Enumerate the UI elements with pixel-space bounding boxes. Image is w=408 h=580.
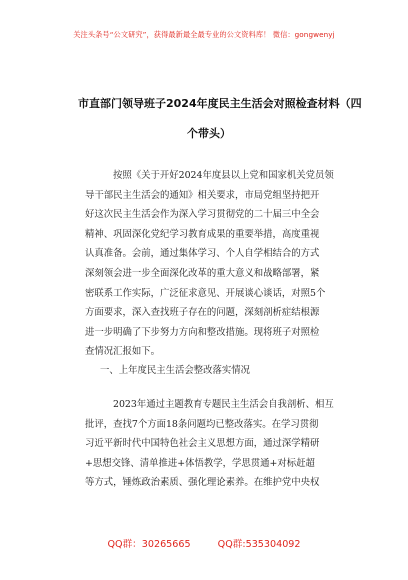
footer-contact [0, 536, 408, 550]
paragraph-line: 密联系工作实际，广泛征求意见、开展谈心谈话，对照5个 [85, 287, 326, 299]
paragraph-line: 批评，查找7个方面18条问题均已整改落实。在学习贯彻 [85, 418, 319, 430]
paragraph-line: 等方式，锤炼政治素质、强化理论素养。在维护党中央权 [85, 477, 320, 489]
paragraph-line: 精神、巩固深化党纪学习教育成果的重要举措，高度重视 [85, 228, 320, 240]
paragraph-line: 习近平新时代中国特色社会主义思想方面，通过深学精研 [85, 438, 320, 450]
footer-qq-group-2: QQ群:535304092 [217, 539, 301, 550]
document-title-line-1: 市直部门领导班子2024年度民主生活会对照检查材料（四 [78, 97, 362, 110]
section-1-paragraph [85, 395, 355, 493]
document-title-line-2: 个带头） [187, 127, 231, 140]
paragraph-line: 方面要求，深入查找班子存在的问题，深刻剖析症结根源 [85, 307, 320, 319]
paragraph-line: 好这次民主生活会作为深入学习贯彻党的二十届三中全会 [85, 209, 320, 221]
paragraph-line: 查情况汇报如下。 [85, 346, 161, 358]
paragraph-line: +思想交锋、清单推进+体悟教学，学思贯通+对标赶超 [85, 457, 315, 469]
paragraph-line: 认真准备。会前，通过集体学习、个人自学相结合的方式 [85, 248, 320, 260]
header-banner: 关注头条号“公文研究”，获得最新最全最专业的公文资料库！ 微信：gongwenyj [73, 30, 335, 39]
paragraph-line: 按照《关于开好2024年度县以上党和国家机关党员领 [113, 170, 334, 181]
intro-paragraph [85, 166, 355, 362]
paragraph-line: 导干部民主生活会的通知》相关要求，市局党组坚持把开 [85, 189, 320, 201]
paragraph-line: 深刻领会进一步全面深化改革的重大意义和战略部署，紧 [85, 267, 320, 279]
paragraph-line: 2023年通过主题教育专题民主生活会自我剖析、相互 [113, 399, 334, 410]
footer-qq-group-1: QQ群：30265665 [107, 539, 191, 550]
section-heading-1: 一、上年度民主生活会整改落实情况 [100, 365, 251, 376]
paragraph-line: 进一步明确了下步努力方向和整改措施。现将班子对照检 [85, 326, 320, 338]
